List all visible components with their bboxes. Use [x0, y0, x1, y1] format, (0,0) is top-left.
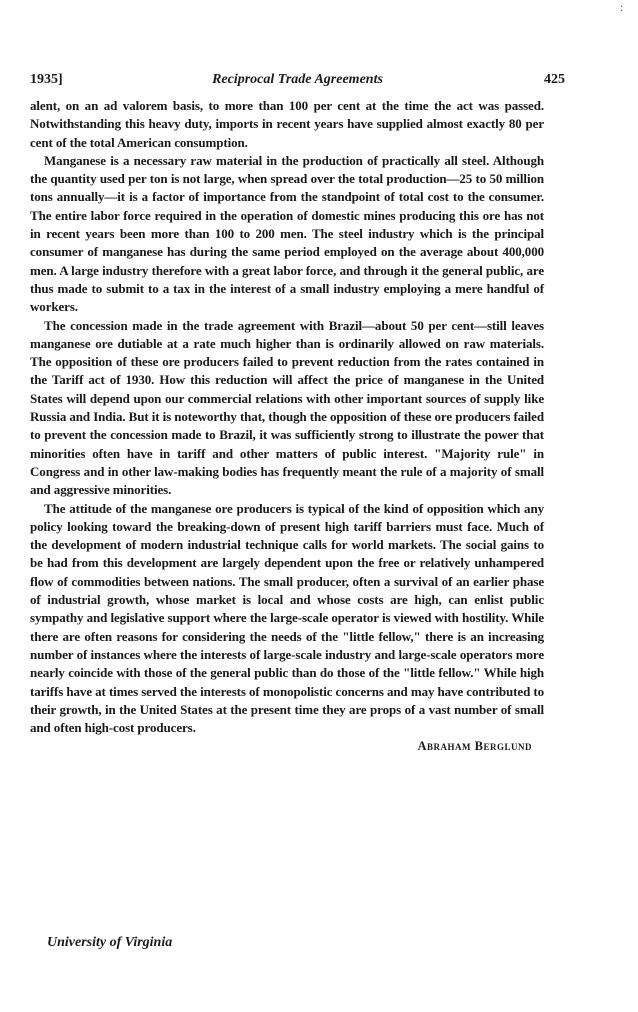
- paragraph-brazil-concession: The concession made in the trade agreement with Brazil—about 50 per cent—still leaves manganese ore dutiable at a rate much higher than is ordinarily allowed on raw materials. The opposition of these ore producers failed to prevent reduction from the rates contained in the Tariff act of 1930. How this reduction will affect the price of manganese in the United States will depend upon our commercial relations with other important sources of supply like Russia and India. But it is noteworthy that, though the opposition of these ore producers failed to prevent the concession made to Brazil, it was sufficiently strong to illustrate the power that minorities often have in tariff and other matters of public interest. "Majority rule" in Congress and in other law-making bodies has frequently meant the rule of a majority of small and aggressive minorities.: [30, 317, 544, 498]
- author-affiliation: University of Virginia: [47, 935, 173, 950]
- article-body: [30, 97, 544, 754]
- author-signature: Abraham Berglund: [417, 739, 532, 754]
- paragraph-opposition: The attitude of the manganese ore producers is typical of the kind of opposition which any policy looking toward the breaking-down of present high tariff barriers must face. Much of the development of modern industrial technique calls for world markets. The social gains to be had from this development are largely dependent upon the free or relatively unhampered flow of commodities between nations. The small producer, often a survival of an earlier phase of industrial growth, whose market is local and whose costs are high, can enlist public sympathy and legislative support where the large-scale operator is viewed with hostility. While there are often reasons for considering the needs of the "little fellow," there is an increasing number of instances where the interests of large-scale industry and large-scale operators more nearly coincide with those of the general public than do those of the "little fellow." While high tariffs have at times served the interests of monopolistic concerns and may have contributed to their growth, in the United States at the present time they are props of a vast number of small and often high-cost producers.: [30, 500, 544, 736]
- header-year: 1935]: [30, 72, 63, 87]
- paragraph-continuation: alent, on an ad valorem basis, to more than 100 per cent at the time the act was passed. Notwithstanding this heavy duty, imports in recent years have supplied almost exactly 80 per cent of the total American consumption.: [30, 98, 544, 150]
- corner-mark: :: [620, 0, 624, 14]
- header-title: Reciprocal Trade Agreements: [212, 72, 383, 87]
- paragraph-manganese: Manganese is a necessary raw material in the production of practically all steel. Although the quantity used per ton is not large, when spread over the total production—25 to 50 million tons annually—it is a factor of importance from the standpoint of total cost to the consumer. The entire labor force required in the operation of domestic mines producing this ore has not in recent years been more than 100 to 200 men. The steel industry which is the principal consumer of manganese has during the same period employed on the average about 400,000 men. A large industry therefore with a great labor force, and through it the general public, are thus made to submit to a tax in the interest of a small industry employing a mere handful of workers.: [30, 152, 544, 315]
- page-number: 425: [544, 72, 565, 87]
- running-head: [30, 72, 565, 92]
